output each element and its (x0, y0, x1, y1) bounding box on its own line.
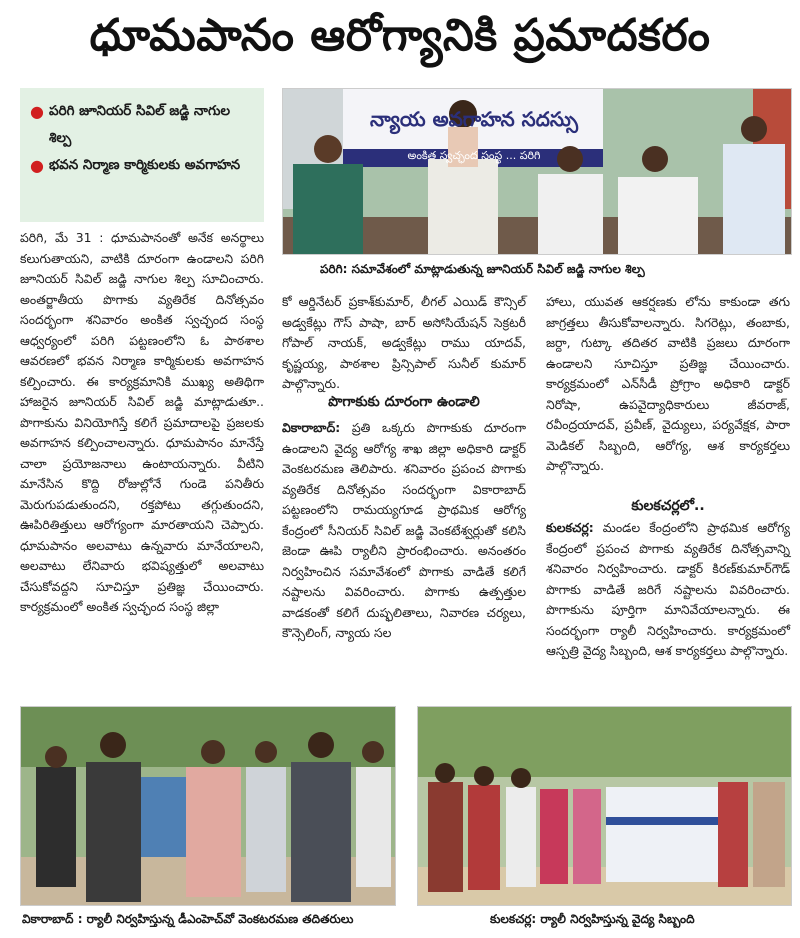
article-text: ప్రతి ఒక్కరు పొగాకుకు దూరంగా ఉండాలని వైద్య ఆరోగ్య శాఖ జిల్లా అధికారి డాక్టర్ వెంకటరమణ తెలిపారు. శనివారం ప్రపంచ పొగాకు వ్యతిరేక దినోత్సవం సందర్భంగా వికారాబాద్ పట్టణంలోని రామయ్యగూడ ప్రాథమిక ఆరోగ్య కేంద్రంలో సీనియర్ సివిల్ జడ్జి వెంకటేశ్వర్లుతో కలిసి జెండా ఊపి ర్యాలీని ప్రారంభించారు. అనంతరం నిర్వహించిన సమావేశంలో పొగాకు వాడితే కలిగే నష్టాలను వివరించారు. పొగాకు ఉత్పత్తుల వాడకంతో కలిగే దుష్ఫలితాలు, నివారణ చర్యలు, కౌన్సెలింగ్, న్యాయ సల (282, 420, 526, 640)
bottom-left-caption: వికారాబాద్ : ర్యాలీ నిర్వహిస్తున్న డీఎంహెచ్‌వో వెంకటరమణ తదితరులు (22, 912, 354, 926)
rally-photo-vikarabad (20, 706, 396, 906)
highlights-box (20, 88, 264, 222)
highlight-text: భవన నిర్మాణ కార్మికులకు అవగాహన (48, 157, 241, 173)
subheading: కులకచర్లలో.. (631, 498, 705, 514)
article-text: పరిగి, మే 31 : ధూమపానంతో అనేక అనర్థాలు కలుగుతాయని, వాటికి దూరంగా ఉండాలని పరిగి జూనియర్ సివిల్ జడ్జి నాగుల శిల్ప సూచించారు. అంతర్జాతీయ పొగాకు వ్యతిరేక దినోత్సవం సందర్భంగా శనివారం అంకిత స్వచ్ఛంద సంస్థ ఆధ్వర్యంలో పరిగి పట్టణంలోని ఓ పాఠశాల ఆవరణలో భవన నిర్మాణ కార్మికులకు అవగాహన కల్పించారు. ఈ కార్యక్రమానికి ముఖ్య అతిథిగా హాజరైన జూనియర్ సివిల్ జడ్జి మాట్లాడుతూ.. పొగాకును వినియోగిస్తే కలిగే ప్రమాదాలపై ప్రజలకు అవగాహన కల్పించాలన్నారు. ధూమపానం మానేస్తే చాలా ప్రయోజనాలు ఉంటాయన్నారు. వీటిని మానేసిన కొద్ది రోజుల్లోనే గుండె పనితీరు మెరుగుపడుతుందని, రక్తపోటు తగ్గుతుందని, ఊపిరితిత్తులు ఆరోగ్యంగా మారతాయని చెప్పారు. ధూమపానం అలవాటు ఉన్నవారు మానేయాలని, అలవాటు లేనివారు భవిష్యత్తులో అలవాటు చేసుకోవద్దని సూచిస్తూ ప్రతిజ్ఞ చేయించారు. కార్యక్రమంలో అంకిత స్వచ్ఛంద సంస్థ జిల్లా (20, 230, 264, 614)
article-text: హాలు, యువత ఆకర్షణకు లోను కాకుండా తగు జాగ్రత్తలు తీసుకోవాలన్నారు. సిగరెట్లు, తంబాకు, జర్దా, గుట్కా తదితర వాటికి ప్రజలు దూరంగా ఉండాలని సూచిస్తూ ప్రతిజ్ఞ చేయించారు. కార్యక్రమంలో ఎన్‌సీడీ ప్రోగ్రాం అధికారి డాక్టర్ నిరోషా, ఉపవైద్యాధికారులు జీవరాజ్, రవీంద్రయాదవ్, ప్రవీణ్, వైద్యులు, పర్యవేక్షక, పారా మెడికల్ సిబ్బంది, ఆరోగ్య, ఆశ కార్యకర్తలు పాల్గొన్నారు. (546, 294, 790, 473)
article-column-3a (546, 292, 790, 477)
subheading: పొగాకుకు దూరంగా ఉండాలి (328, 394, 480, 410)
headline: ధూమపానం ఆరోగ్యానికి ప్రమాదకరం (89, 10, 711, 61)
rally-photo-illustration (21, 707, 395, 905)
article-text: కో ఆర్డినేటర్ ప్రకాశ్‌కుమార్, లీగల్ ఎయిడ్ కౌన్సిల్ అడ్వకేట్లు గౌస్ పాషా, బార్ అసోసియేషన్ సెక్రటరీ గోపాల్ నాయక్, అడ్వకేట్లు రాము యాదవ్, కృష్ణయ్య, పాఠశాల ప్రిన్సిపాల్ సునీల్ కుమార్ పాల్గొన్నారు. (282, 294, 526, 391)
bottom-right-caption: కులకచర్ల: ర్యాలీ నిర్వహిస్తున్న వైద్య సిబ్బంది (490, 912, 695, 926)
bullet-icon: ● (30, 102, 44, 121)
rally-photo-illustration (418, 707, 791, 905)
highlight-item (30, 98, 254, 152)
dateline: వికారాబాద్: (282, 420, 341, 435)
top-photo (282, 88, 792, 255)
highlight-text: పరిగి జూనియర్ సివిల్ జడ్జి నాగుల శిల్ప (48, 103, 231, 146)
banner-text: న్యాయ అవగాహన సదస్సు (369, 107, 579, 131)
article-column-1 (20, 228, 264, 618)
rally-photo-kulakacharla (417, 706, 792, 906)
bullet-icon: ● (30, 156, 44, 175)
dateline: కులకచర్ల: (546, 520, 594, 535)
highlight-item (30, 152, 254, 179)
banner-subtext: అంకిత స్వచ్ఛంద సంస్థ ... పరిగి (407, 149, 541, 162)
article-text: మండల కేంద్రంలోని ప్రాథమిక ఆరోగ్య కేంద్రంలో ప్రపంచ పొగాకు వ్యతిరేక దినోత్సవాన్ని శనివారం నిర్వహించారు. డాక్టర్ కిరణ్‌కుమార్‌గౌడ్ పొగాకు వాడితే జరిగే నష్టాలను వివరించారు. పొగాకును పూర్తిగా మానివేయాలన్నారు. ఈ సందర్భంగా ర్యాలీ నిర్వహించారు. కార్యక్రమంలో ఆస్పత్రి వైద్య సిబ్బంది, ఆశ కార్యకర్తలు పాల్గొన్నారు. (546, 520, 790, 658)
article-column-3b (546, 518, 790, 662)
article-column-2a (282, 292, 526, 395)
article-column-2b (282, 418, 526, 644)
top-photo-caption: పరిగి: సమావేశంలో మాట్లాడుతున్న జూనియర్ సివిల్ జడ్జి నాగుల శిల్ప (320, 262, 645, 276)
